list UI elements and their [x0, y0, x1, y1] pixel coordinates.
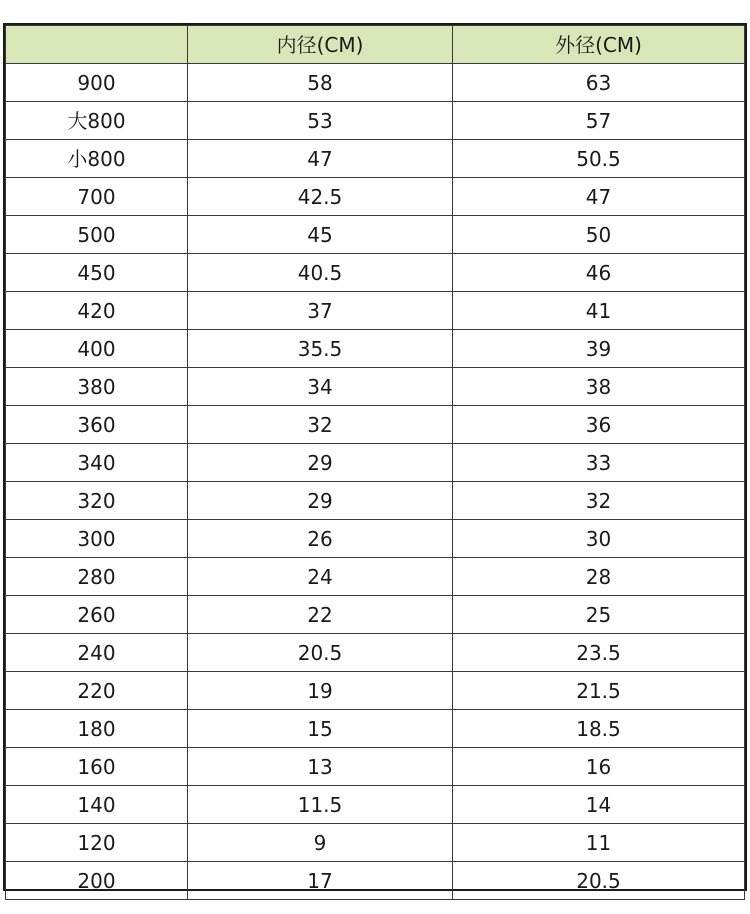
table-row	[6, 786, 745, 824]
table-row	[6, 64, 745, 102]
outer-diameter-cell: 25	[453, 596, 745, 634]
inner-diameter-cell: 22	[188, 596, 453, 634]
table-row	[6, 596, 745, 634]
inner-diameter-cell: 29	[188, 444, 453, 482]
size-cell: 340	[6, 444, 188, 482]
table-row	[6, 406, 745, 444]
outer-diameter-cell: 11	[453, 824, 745, 862]
inner-diameter-cell: 29	[188, 482, 453, 520]
table-row	[6, 520, 745, 558]
size-cell: 400	[6, 330, 188, 368]
outer-diameter-cell: 57	[453, 102, 745, 140]
outer-diameter-cell: 14	[453, 786, 745, 824]
table-row	[6, 444, 745, 482]
size-cell: 420	[6, 292, 188, 330]
outer-diameter-cell: 39	[453, 330, 745, 368]
size-cell: 450	[6, 254, 188, 292]
inner-diameter-cell: 26	[188, 520, 453, 558]
size-cell: 500	[6, 216, 188, 254]
size-cell: 200	[6, 862, 188, 900]
outer-diameter-cell: 20.5	[453, 862, 745, 900]
size-cell: 360	[6, 406, 188, 444]
outer-diameter-cell: 50.5	[453, 140, 745, 178]
inner-diameter-cell: 32	[188, 406, 453, 444]
size-cell: 280	[6, 558, 188, 596]
outer-diameter-cell: 63	[453, 64, 745, 102]
table-row	[6, 330, 745, 368]
header-outer-diameter: 外径(CM)	[453, 26, 745, 64]
header-size	[6, 26, 188, 64]
outer-diameter-cell: 32	[453, 482, 745, 520]
table-row	[6, 140, 745, 178]
outer-diameter-cell: 16	[453, 748, 745, 786]
size-table-grid	[5, 25, 745, 900]
table-header-row	[6, 26, 745, 64]
size-cell: 320	[6, 482, 188, 520]
size-cell: 120	[6, 824, 188, 862]
inner-diameter-cell: 24	[188, 558, 453, 596]
size-cell: 180	[6, 710, 188, 748]
inner-diameter-cell: 35.5	[188, 330, 453, 368]
inner-diameter-cell: 42.5	[188, 178, 453, 216]
inner-diameter-cell: 9	[188, 824, 453, 862]
outer-diameter-cell: 18.5	[453, 710, 745, 748]
inner-diameter-cell: 19	[188, 672, 453, 710]
table-row	[6, 748, 745, 786]
outer-diameter-cell: 21.5	[453, 672, 745, 710]
size-cell: 160	[6, 748, 188, 786]
size-cell: 240	[6, 634, 188, 672]
table-row	[6, 862, 745, 900]
size-cell: 小800	[6, 140, 188, 178]
size-cell: 700	[6, 178, 188, 216]
size-cell: 260	[6, 596, 188, 634]
inner-diameter-cell: 15	[188, 710, 453, 748]
table-row	[6, 102, 745, 140]
header-inner-diameter: 内径(CM)	[188, 26, 453, 64]
outer-diameter-cell: 23.5	[453, 634, 745, 672]
table-row	[6, 178, 745, 216]
table-row	[6, 368, 745, 406]
table-row	[6, 254, 745, 292]
table-row	[6, 482, 745, 520]
inner-diameter-cell: 47	[188, 140, 453, 178]
table-row	[6, 558, 745, 596]
size-table	[3, 23, 747, 891]
inner-diameter-cell: 37	[188, 292, 453, 330]
size-cell: 大800	[6, 102, 188, 140]
inner-diameter-cell: 17	[188, 862, 453, 900]
inner-diameter-cell: 45	[188, 216, 453, 254]
table-row	[6, 634, 745, 672]
table-row	[6, 824, 745, 862]
outer-diameter-cell: 38	[453, 368, 745, 406]
table-row	[6, 292, 745, 330]
inner-diameter-cell: 20.5	[188, 634, 453, 672]
size-cell: 380	[6, 368, 188, 406]
size-cell: 220	[6, 672, 188, 710]
inner-diameter-cell: 58	[188, 64, 453, 102]
size-cell: 900	[6, 64, 188, 102]
outer-diameter-cell: 36	[453, 406, 745, 444]
size-cell: 140	[6, 786, 188, 824]
outer-diameter-cell: 41	[453, 292, 745, 330]
outer-diameter-cell: 28	[453, 558, 745, 596]
inner-diameter-cell: 53	[188, 102, 453, 140]
outer-diameter-cell: 50	[453, 216, 745, 254]
table-row	[6, 710, 745, 748]
size-cell: 300	[6, 520, 188, 558]
outer-diameter-cell: 46	[453, 254, 745, 292]
outer-diameter-cell: 47	[453, 178, 745, 216]
inner-diameter-cell: 34	[188, 368, 453, 406]
table-row	[6, 672, 745, 710]
inner-diameter-cell: 11.5	[188, 786, 453, 824]
inner-diameter-cell: 40.5	[188, 254, 453, 292]
outer-diameter-cell: 33	[453, 444, 745, 482]
table-row	[6, 216, 745, 254]
outer-diameter-cell: 30	[453, 520, 745, 558]
inner-diameter-cell: 13	[188, 748, 453, 786]
